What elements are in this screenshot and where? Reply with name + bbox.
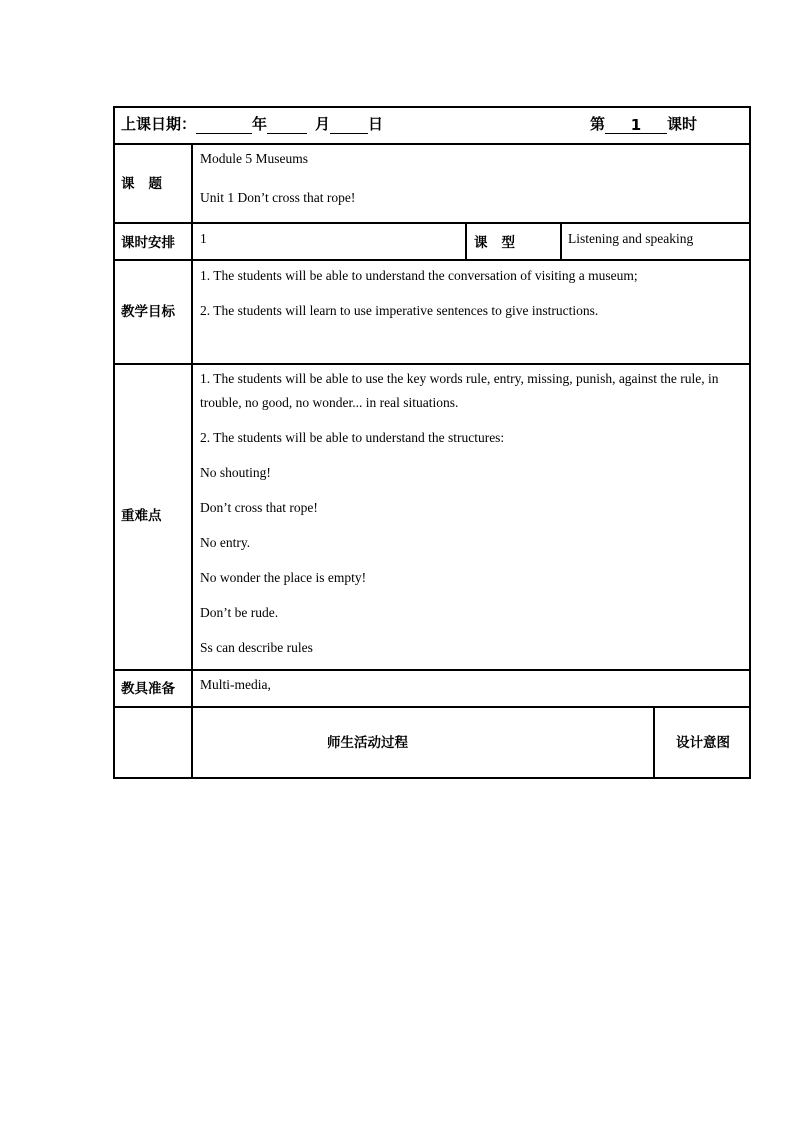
column-divider bbox=[465, 222, 467, 261]
materials-label: 教具准备 bbox=[121, 681, 175, 697]
row-divider bbox=[113, 143, 751, 145]
column-divider bbox=[560, 222, 562, 261]
structure-item: Don’t cross that rope! bbox=[200, 500, 318, 515]
key-point-line: trouble, no good, no wonder... in real situations. bbox=[200, 395, 459, 410]
objectives-label: 教学目标 bbox=[121, 304, 175, 320]
lesson-type-value: Listening and speaking bbox=[568, 231, 694, 246]
row-divider bbox=[113, 706, 751, 708]
day-char: 日 bbox=[368, 115, 384, 133]
topic-module: Module 5 Museums bbox=[200, 151, 308, 166]
schedule-value: 1 bbox=[200, 231, 207, 246]
year-char: 年 bbox=[252, 115, 268, 133]
column-divider bbox=[653, 706, 655, 779]
lesson-prefix: 第 bbox=[590, 115, 606, 133]
materials-value: Multi-media, bbox=[200, 677, 271, 692]
key-point-line: 2. The students will be able to understand the structures: bbox=[200, 430, 505, 445]
lesson-suffix: 课时 bbox=[667, 115, 698, 133]
label-column-divider bbox=[191, 143, 193, 779]
date-label: 上课日期： bbox=[121, 115, 197, 133]
schedule-label: 课时安排 bbox=[121, 235, 175, 251]
structure-item: No entry. bbox=[200, 535, 251, 550]
lesson-count bbox=[590, 113, 697, 134]
month-char: 月 bbox=[315, 115, 331, 133]
structure-item: Don’t be rude. bbox=[200, 605, 279, 620]
objective-item: 2. The students will learn to use imperative sentences to give instructions. bbox=[200, 303, 599, 318]
lesson-type-label: 课型 bbox=[474, 235, 529, 251]
structure-item: No shouting! bbox=[200, 465, 271, 480]
date-header bbox=[121, 113, 383, 134]
topic-label: 课题 bbox=[121, 176, 176, 192]
key-points-label: 重难点 bbox=[121, 508, 162, 524]
structure-item: No wonder the place is empty! bbox=[200, 570, 367, 585]
design-intent-header: 设计意图 bbox=[676, 735, 730, 751]
lesson-number: 1 bbox=[605, 116, 667, 134]
month-blank[interactable] bbox=[267, 116, 307, 134]
structure-item: Ss can describe rules bbox=[200, 640, 313, 655]
key-point-line: 1. The students will be able to use the key words rule, entry, missing, punish, against the rule, in bbox=[200, 371, 719, 386]
day-blank[interactable] bbox=[330, 116, 368, 134]
row-divider bbox=[113, 222, 751, 224]
objective-item: 1. The students will be able to understand the conversation of visiting a museum; bbox=[200, 268, 638, 283]
row-divider bbox=[113, 259, 751, 261]
activity-process-header: 师生活动过程 bbox=[327, 735, 408, 751]
row-divider bbox=[113, 669, 751, 671]
topic-unit: Unit 1 Don’t cross that rope! bbox=[200, 190, 356, 205]
year-blank[interactable] bbox=[196, 116, 252, 134]
row-divider bbox=[113, 363, 751, 365]
